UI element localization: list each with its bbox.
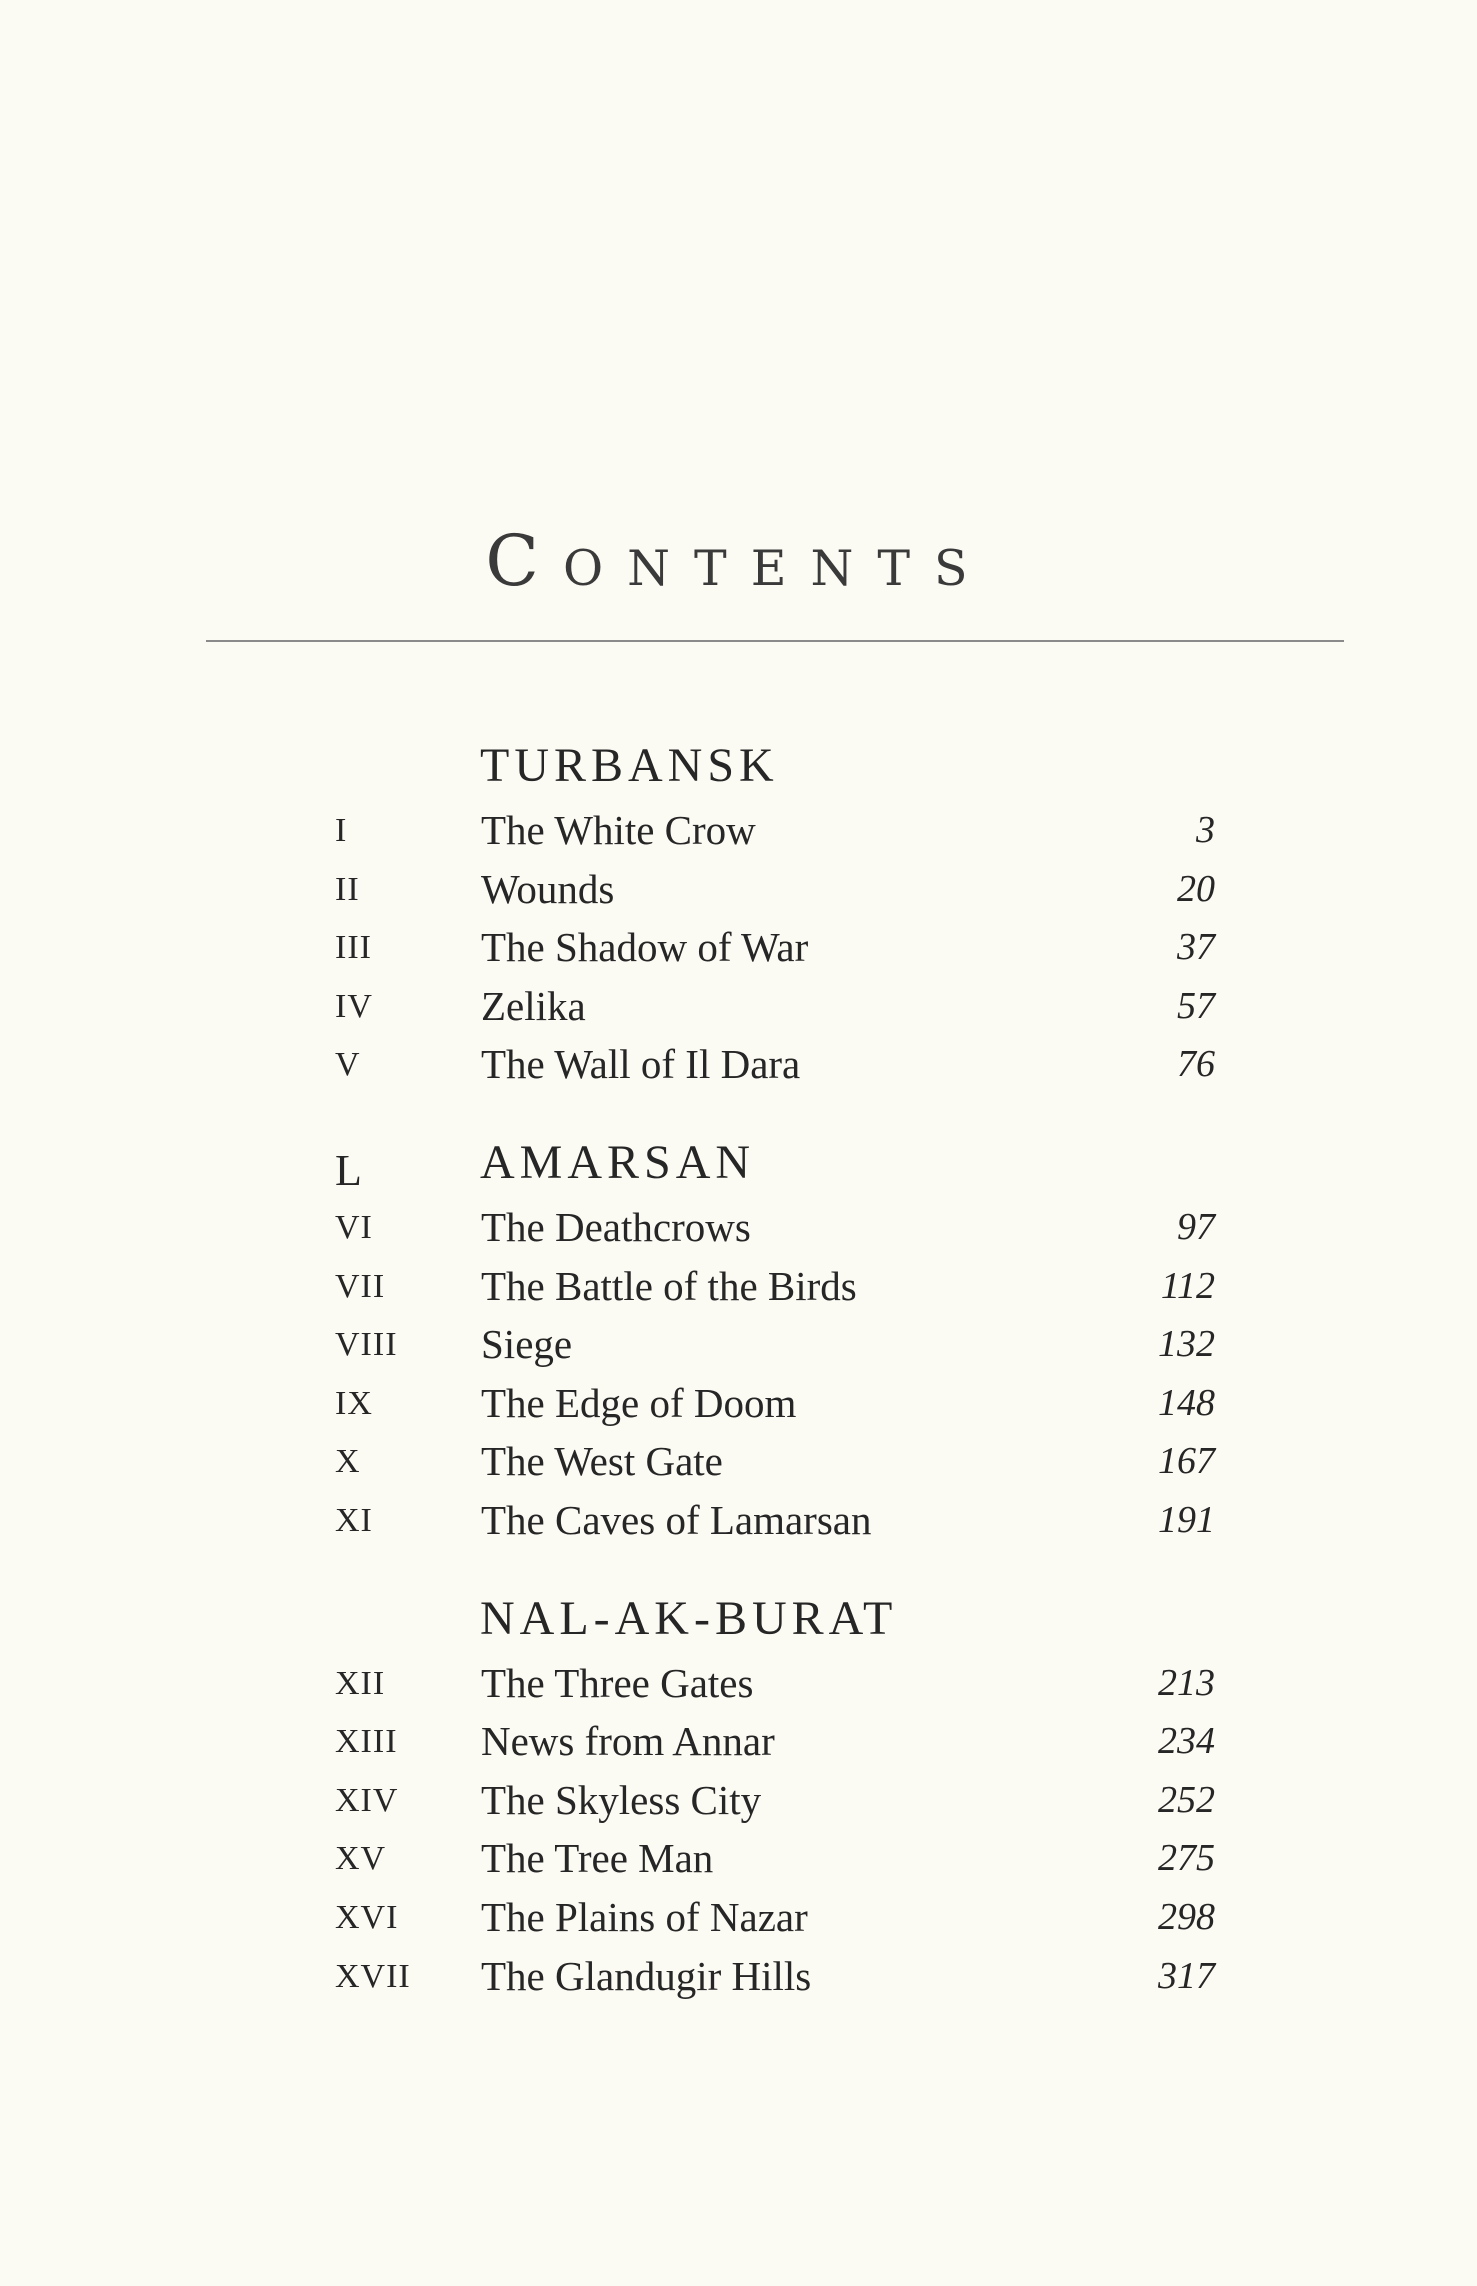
chapter-number: I	[335, 812, 348, 849]
part-title: TURBANSK	[480, 739, 779, 792]
chapter-title: The Edge of Doom	[481, 1379, 797, 1426]
part-title: AMARSAN	[480, 1135, 756, 1189]
chapter-page: 213	[1158, 1661, 1215, 1704]
chapter-title: The Battle of the Birds	[481, 1262, 857, 1309]
toc-entry[interactable]	[335, 1774, 1215, 1833]
toc-entry[interactable]	[335, 1377, 1215, 1436]
toc-entry[interactable]	[335, 1494, 1215, 1553]
chapter-number: VIII	[335, 1326, 398, 1364]
page-title: Contents	[485, 520, 992, 602]
chapter-number: XVI	[335, 1898, 399, 1936]
chapter-title: The Three Gates	[481, 1659, 754, 1706]
part-number: L	[335, 1145, 362, 1195]
chapter-title: News from Annar	[481, 1718, 775, 1765]
chapter-page: 132	[1158, 1323, 1215, 1366]
chapter-page: 234	[1158, 1720, 1215, 1763]
toc-entry[interactable]	[335, 980, 1215, 1039]
chapter-number: XIV	[335, 1781, 399, 1819]
chapter-number: XI	[335, 1501, 373, 1539]
chapter-title: The West Gate	[481, 1438, 723, 1485]
chapter-page: 298	[1158, 1895, 1215, 1938]
chapter-number: IX	[335, 1384, 373, 1422]
chapter-number: XVII	[335, 1957, 411, 1995]
title-rule	[206, 640, 1344, 642]
chapter-page: 252	[1158, 1778, 1215, 1821]
part-header	[335, 1135, 1215, 1201]
part-header	[335, 738, 1215, 804]
toc-entry[interactable]	[335, 1891, 1215, 1950]
toc-entry[interactable]	[335, 1260, 1215, 1319]
chapter-title: The Deathcrows	[481, 1203, 751, 1250]
chapter-number: XIII	[335, 1723, 398, 1761]
table-of-contents	[335, 738, 1215, 2046]
chapter-page: 3	[1196, 809, 1215, 851]
part-section	[335, 1591, 1215, 2009]
chapter-number: V	[335, 1046, 361, 1084]
chapter-page: 148	[1158, 1381, 1215, 1424]
chapter-title: Wounds	[481, 865, 615, 912]
chapter-page: 57	[1177, 984, 1215, 1027]
toc-entry[interactable]	[335, 1038, 1215, 1097]
toc-entry[interactable]	[335, 804, 1215, 863]
toc-entry[interactable]	[335, 1201, 1215, 1260]
toc-entry[interactable]	[335, 921, 1215, 980]
chapter-title: The Tree Man	[481, 1835, 714, 1882]
chapter-title: Siege	[481, 1321, 573, 1368]
chapter-title: The Caves of Lamarsan	[481, 1496, 872, 1543]
part-section	[335, 738, 1215, 1097]
chapter-page: 76	[1177, 1043, 1215, 1086]
toc-entry[interactable]	[335, 1318, 1215, 1377]
part-section	[335, 1135, 1215, 1553]
chapter-title: The Glandugir Hills	[481, 1952, 812, 1999]
toc-entry[interactable]	[335, 1950, 1215, 2009]
chapter-number: III	[335, 929, 372, 967]
chapter-number: X	[335, 1443, 361, 1481]
chapter-page: 112	[1160, 1264, 1215, 1307]
chapter-page: 97	[1177, 1205, 1215, 1248]
chapter-number: XV	[335, 1840, 387, 1878]
toc-entry[interactable]	[335, 1435, 1215, 1494]
part-header	[335, 1591, 1215, 1657]
chapter-title: The Wall of Il Dara	[481, 1041, 801, 1088]
chapter-page: 37	[1177, 926, 1215, 969]
chapter-page: 275	[1158, 1837, 1215, 1880]
chapter-title: The Plains of Nazar	[481, 1893, 808, 1940]
toc-entry[interactable]	[335, 1657, 1215, 1716]
chapter-title: The Shadow of War	[481, 924, 809, 971]
chapter-page: 191	[1158, 1498, 1215, 1541]
chapter-number: XII	[335, 1664, 386, 1702]
toc-entry[interactable]	[335, 1715, 1215, 1774]
toc-entry[interactable]	[335, 863, 1215, 922]
chapter-number: VII	[335, 1267, 386, 1305]
chapter-number: II	[335, 870, 360, 908]
chapter-title: Zelika	[481, 982, 586, 1029]
chapter-page: 317	[1158, 1954, 1215, 1997]
chapter-page: 20	[1177, 867, 1215, 910]
chapter-number: VI	[335, 1208, 373, 1246]
chapter-title: The White Crow	[481, 807, 756, 853]
chapter-title: The Skyless City	[481, 1776, 762, 1823]
part-title: NAL-AK-BURAT	[480, 1591, 898, 1645]
chapter-page: 167	[1158, 1440, 1215, 1483]
toc-entry[interactable]	[335, 1832, 1215, 1891]
chapter-number: IV	[335, 987, 373, 1025]
